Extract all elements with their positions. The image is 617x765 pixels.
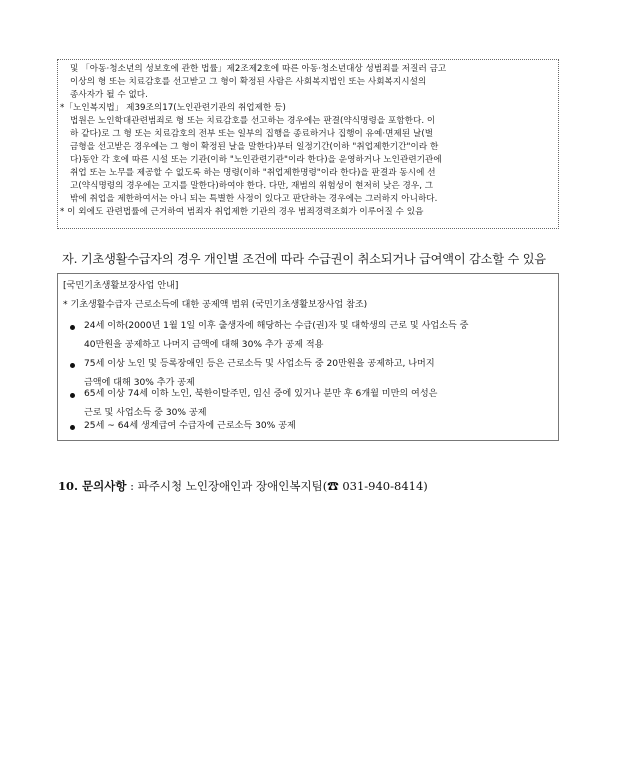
bullet-asterisk: * <box>60 207 68 217</box>
contact-text: 파주시청 노인장애인과 장애인복지팀( <box>137 479 328 493</box>
excerpt-line: 법원은 노인학대관련범죄로 형 또는 치료감호를 선고하는 경우에는 판결(약식명령을 포함한다. 이 <box>70 116 436 126</box>
excerpt-law-title: 「노인복지법」 제39조의17(노인관련기관의 취업제한 등) <box>64 103 286 113</box>
excerpt-line: 하 같다)로 그 형 또는 치료감호의 전부 또는 일부의 집행을 종료하거나 집행이 유예·면제된 날(벌 <box>70 129 434 139</box>
section-heading: 자. 기초생활수급자의 경우 개인별 조건에 따라 수급권이 취소되거나 급여액이 감소할 수 있음 <box>62 252 546 266</box>
excerpt-note: 이 외에도 관련법률에 근거하여 범죄자 취업제한 기관의 경우 범죄경력조회가 이루어질 수 있음 <box>67 207 424 217</box>
phone-icon: ☎ <box>327 479 339 493</box>
contact-line <box>58 478 428 494</box>
bullet-dot-icon <box>70 363 75 368</box>
excerpt-line: 종사자가 될 수 없다. <box>70 90 148 100</box>
excerpt-bullet-line <box>60 206 423 218</box>
excerpt-line: 다)동안 각 호에 따른 시설 또는 기관(이하 "노인관련기관"이라 한다)을 운영하거나 노인관련기관에 <box>70 155 442 165</box>
guide-bullet-cont: 40만원을 공제하고 나머지 금액에 대해 30% 추가 공제 적용 <box>84 340 324 350</box>
bullet-dot-icon <box>70 393 75 398</box>
bullet-dot-icon <box>70 425 75 430</box>
guide-bullet-cont: 금액에 대해 30% 추가 공제 <box>84 378 195 388</box>
guide-box <box>57 273 559 441</box>
excerpt-line: 금형을 선고받은 경우에는 그 형이 확정된 날을 말한다)부터 일정기간(이하 "취업제한기간"이라 한 <box>70 142 439 152</box>
contact-phone: 031-940-8414) <box>338 479 428 493</box>
guide-intro: 기초생활수급자 근로소득에 대한 공제액 범위 (국민기초생활보장사업 참조) <box>70 300 368 310</box>
guide-bullet: 24세 이하(2000년 1월 1일 이후 출생자에 해당하는 수급(권)자 및 대학생의 근로 및 사업소득 중 <box>84 321 469 331</box>
bullet-asterisk: * <box>63 300 71 310</box>
guide-intro-line <box>63 299 367 312</box>
excerpt-line: 및 「아동·청소년의 성보호에 관한 법률」제2조제2호에 따른 아동·청소년대상 성범죄를 저질러 금고 <box>70 64 447 74</box>
bullet-asterisk: * <box>60 103 65 113</box>
guide-bullet: 65세 이상 74세 이하 노인, 북한이탈주민, 임신 중에 있거나 분만 후 6개월 미만의 여성은 <box>84 389 438 399</box>
excerpt-line: 고(약식명령의 경우에는 고지를 말한다)하여야 한다. 다만, 재범의 위험성이 현저히 낮은 경우, 그 <box>70 181 434 191</box>
excerpt-line: 이상의 형 또는 치료감호를 선고받고 그 형이 확정된 사람은 사회복지법인 또는 사회복지시설의 <box>70 77 427 87</box>
excerpt-line: 밖에 취업을 제한하여서는 아니 되는 특별한 사정이 있다고 판단하는 경우에는 그러하지 아니하다. <box>70 194 438 204</box>
bullet-dot-icon <box>70 325 75 330</box>
contact-separator: : <box>126 479 138 493</box>
guide-title: [국민기초생활보장사업 안내] <box>63 281 179 291</box>
excerpt-line: 취업 또는 노무를 제공할 수 없도록 하는 명령(이하 "취업제한명령"이라 한다)을 판결과 동시에 선 <box>70 168 436 178</box>
excerpt-bullet-line <box>60 102 286 114</box>
guide-bullet-cont: 근로 및 사업소득 중 30% 공제 <box>84 408 207 418</box>
guide-bullet: 75세 이상 노인 및 등록장애인 등은 근로소득 및 사업소득 중 20만원을 공제하고, 나머지 <box>84 359 435 369</box>
contact-heading: 10. 문의사항 <box>58 479 127 493</box>
legal-excerpt-box <box>57 59 559 229</box>
guide-bullet: 25세 ~ 64세 생계급여 수급자에 근로소득 30% 공제 <box>84 421 296 431</box>
